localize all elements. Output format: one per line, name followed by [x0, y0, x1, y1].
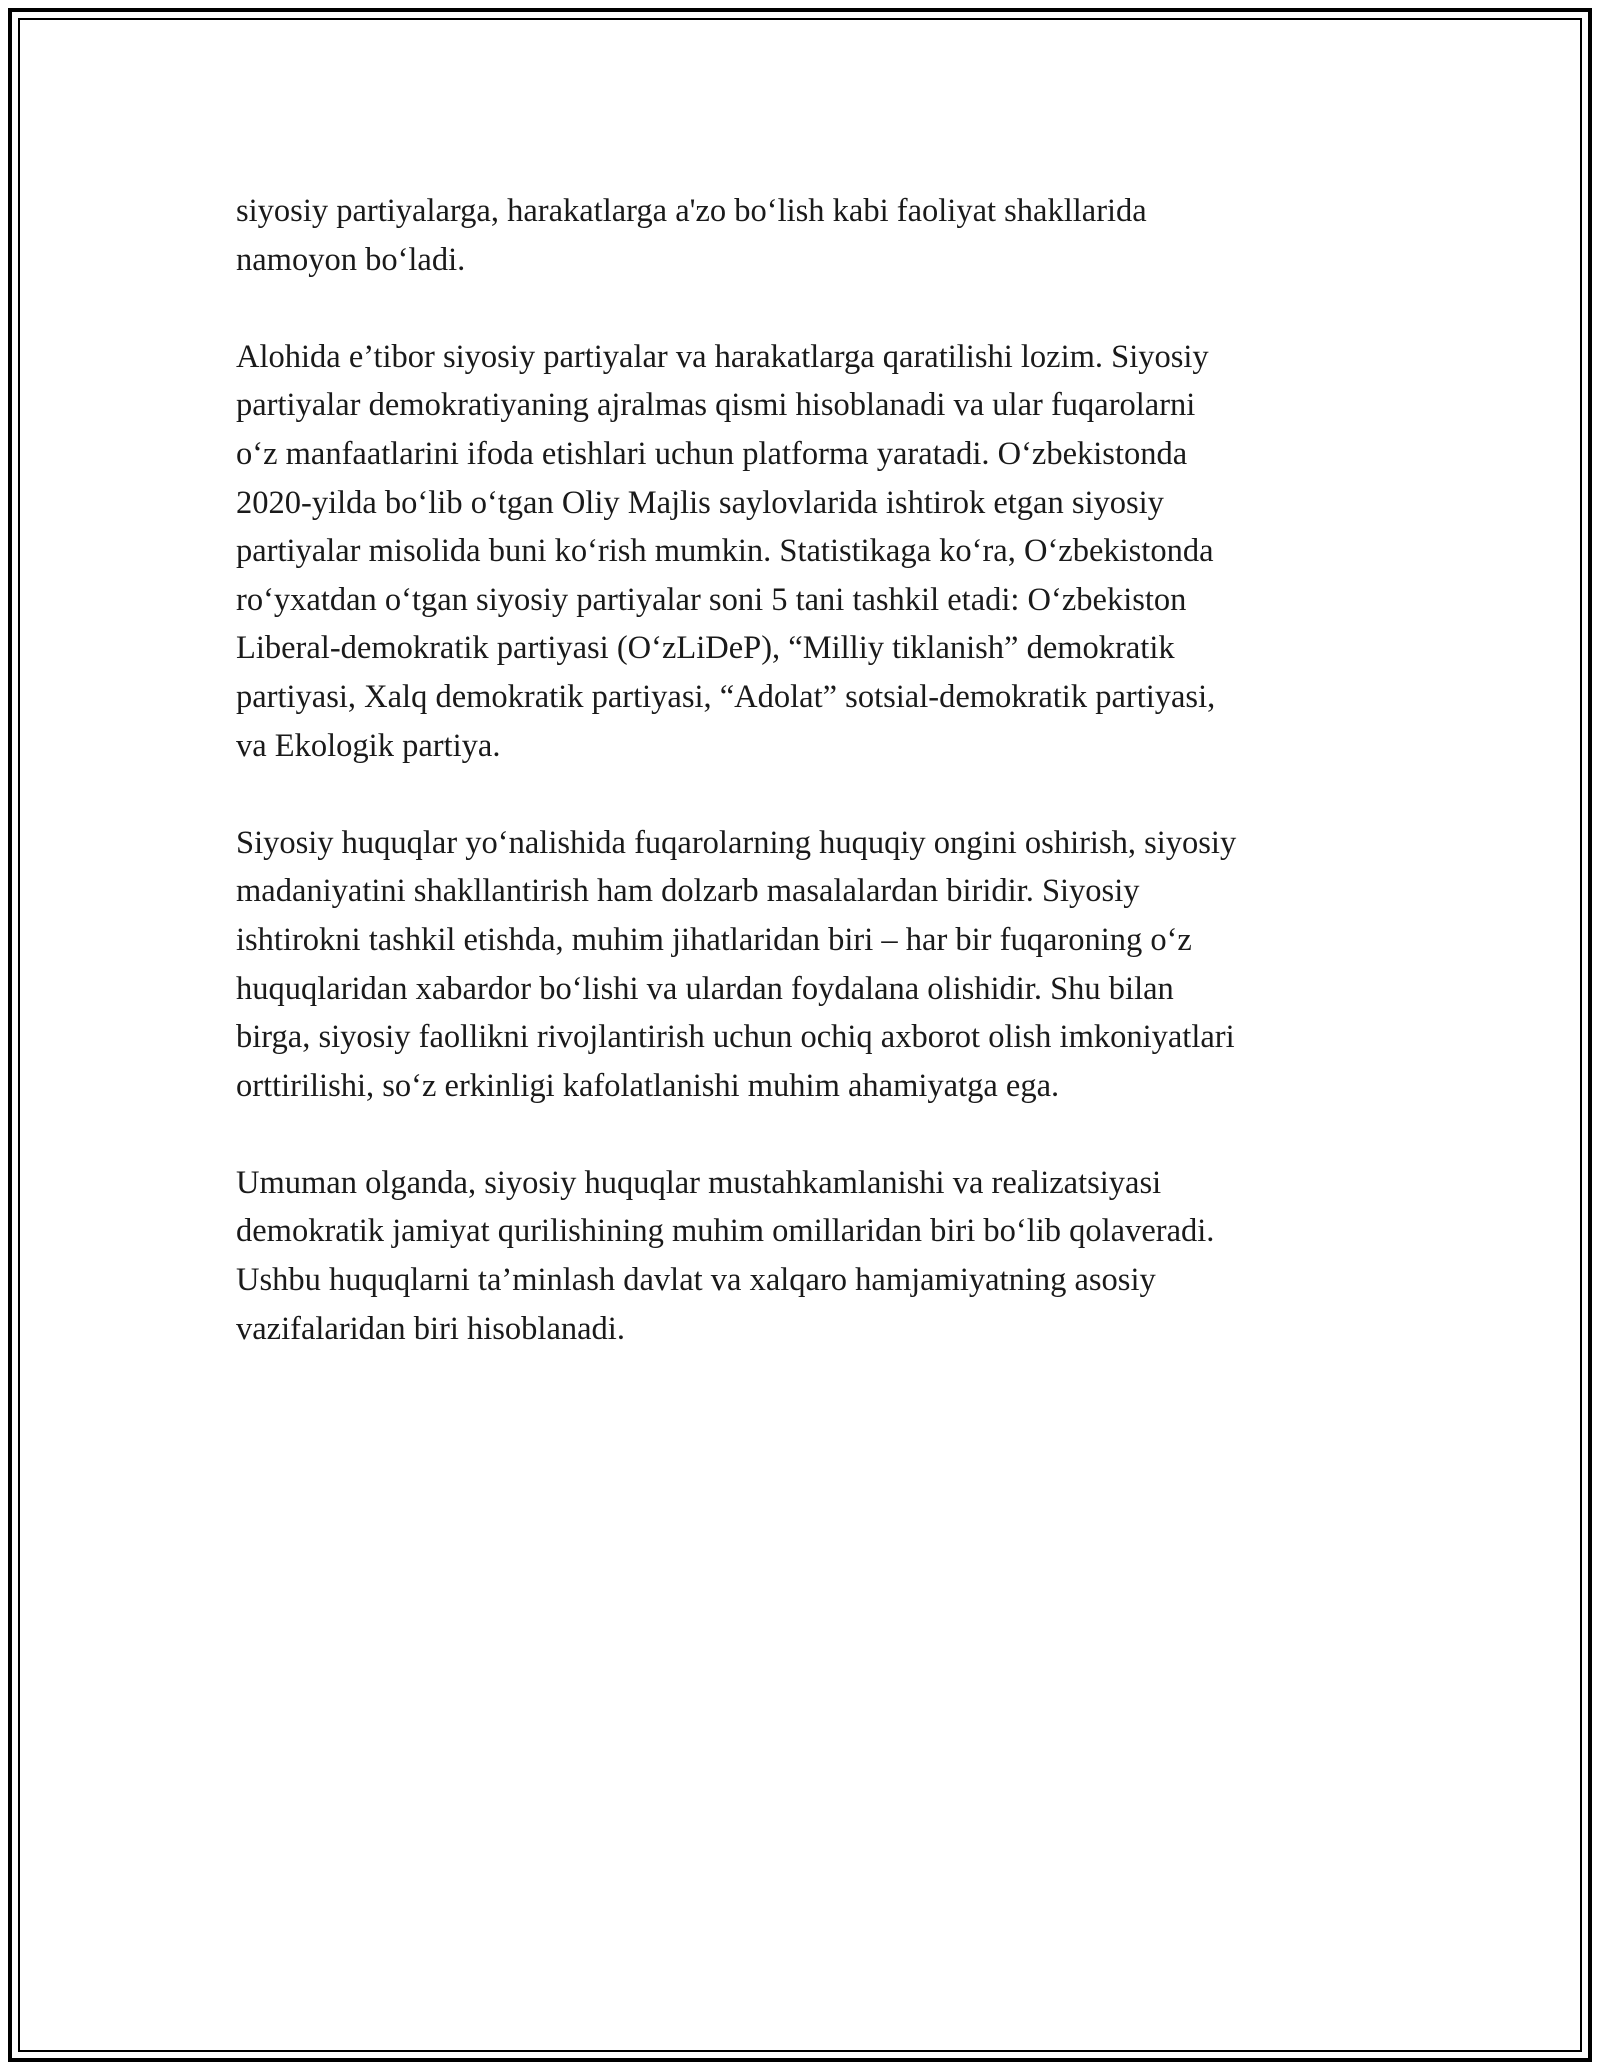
- text-line: ishtirokni tashkil etishda, muhim jihatlaridan biri – har bir fuqaroning o‘z: [236, 921, 1192, 958]
- text-line: partiyasi, Xalq demokratik partiyasi, “Adolat” sotsial-demokratik partiyasi,: [236, 678, 1216, 715]
- paragraph-2: [236, 333, 1386, 770]
- paragraph-1: [236, 187, 1386, 284]
- text-line: va Ekologik partiya.: [236, 727, 501, 764]
- text-line: partiyalar misolida buni ko‘rish mumkin. Statistikaga ko‘ra, O‘zbekistonda: [236, 533, 1214, 570]
- text-line: Siyosiy huquqlar yo‘nalishida fuqarolarning huquqiy ongini oshirish, siyosiy: [236, 824, 1237, 861]
- text-line: ro‘yxatdan o‘tgan siyosiy partiyalar soni 5 tani tashkil etadi: O‘zbekiston: [236, 581, 1187, 618]
- text-line: orttirilishi, so‘z erkinligi kafolatlanishi muhim ahamiyatga ega.: [236, 1067, 1060, 1104]
- text-line: o‘z manfaatlarini ifoda etishlari uchun platforma yaratadi. O‘zbekistonda: [236, 435, 1188, 472]
- text-line: demokratik jamiyat qurilishining muhim omillaridan biri bo‘lib qolaveradi.: [236, 1213, 1215, 1250]
- text-line: vazifalaridan biri hisoblanadi.: [236, 1310, 625, 1347]
- paragraph-4: [236, 1159, 1386, 1353]
- text-line: Umuman olganda, siyosiy huquqlar mustahkamlanishi va realizatsiyasi: [236, 1164, 1162, 1201]
- text-line: madaniyatini shakllantirish ham dolzarb masalalardan biridir. Siyosiy: [236, 873, 1140, 910]
- text-line: namoyon bo‘ladi.: [236, 241, 466, 278]
- text-line: siyosiy partiyalarga, harakatlarga a'zo bo‘lish kabi faoliyat shakllarida: [236, 193, 1147, 229]
- text-line: birga, siyosiy faollikni rivojlantirish uchun ochiq axborot olish imkoniyatlari: [236, 1019, 1235, 1056]
- text-line: Alohida e’tibor siyosiy partiyalar va harakatlarga qaratilishi lozim. Siyosiy: [236, 338, 1209, 375]
- text-line: Liberal-demokratik partiyasi (O‘zLiDeP), “Milliy tiklanish” demokratik: [236, 630, 1175, 667]
- text-line: partiyalar demokratiyaning ajralmas qismi hisoblanadi va ular fuqarolarni: [236, 387, 1196, 424]
- text-line: 2020-yilda bo‘lib o‘tgan Oliy Majlis saylovlarida ishtirok etgan siyosiy: [236, 484, 1164, 521]
- paragraph-3: [236, 819, 1386, 1111]
- text-line: huquqlaridan xabardor bo‘lishi va ulardan foydalana olishidir. Shu bilan: [236, 970, 1174, 1007]
- text-line: Ushbu huquqlarni ta’minlash davlat va xalqaro hamjamiyatning asosiy: [236, 1262, 1156, 1299]
- document-body: [236, 187, 1386, 1402]
